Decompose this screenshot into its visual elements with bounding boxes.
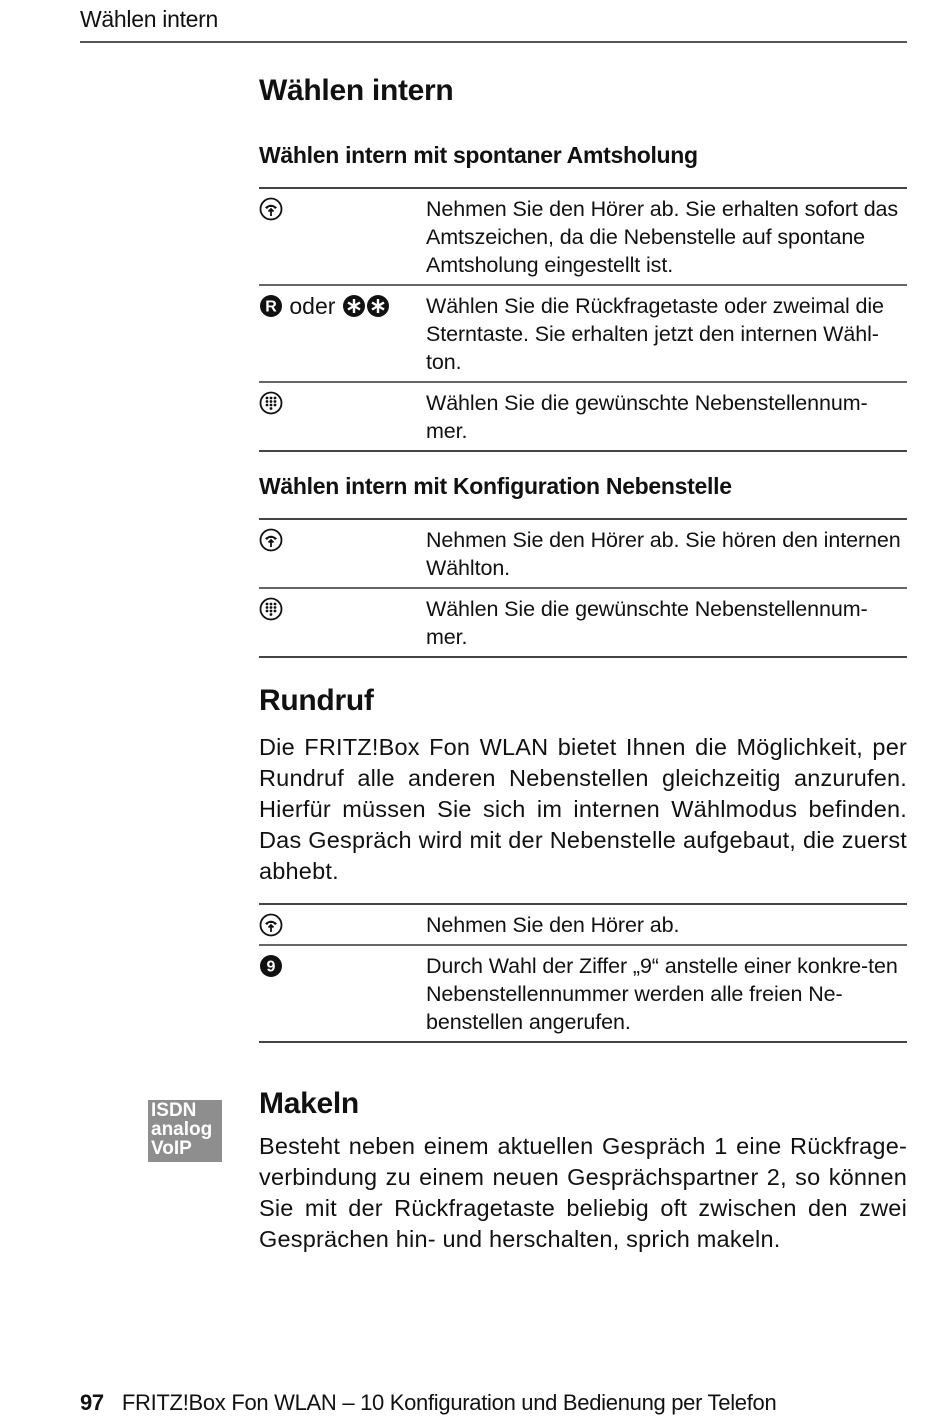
- handset-lift-icon: [259, 913, 283, 937]
- step-row: [259, 519, 907, 588]
- subsection-title: Wählen intern mit Konfiguration Nebenstelle: [259, 473, 732, 499]
- star-key-icon: [342, 294, 366, 318]
- step-row: [259, 588, 907, 657]
- r-key-icon: [259, 294, 283, 318]
- star-key-icon: [366, 294, 390, 318]
- body-paragraph: Die FRITZ!Box Fon WLAN bietet Ihnen die Möglichkeit, per Rundruf alle anderen Nebenstellen gleichzeitig anzurufen. Hierfür müssen Sie sich im internen Wählmodus befinden. Das Gespräch wird mit der Nebenstelle aufgebaut, die zuerst abhebt.: [259, 734, 907, 884]
- badge-line: ISDN: [151, 1100, 197, 1121]
- connection-type-badge: [148, 1100, 222, 1162]
- svg-text:9: 9: [266, 958, 276, 976]
- step-text: Durch Wahl der Ziffer „9“ anstelle einer konkre-ten Nebenstellennummer werden alle freien Ne-benstellen angerufen.: [426, 954, 898, 1034]
- step-row: [259, 285, 907, 382]
- step-symbol: [259, 588, 426, 657]
- subsection-konfiguration-nebenstelle: [259, 473, 907, 658]
- page-footer: [80, 1390, 776, 1416]
- steps-table: [259, 903, 907, 1043]
- footer-text: FRITZ!Box Fon WLAN – 10 Konfiguration und Bedienung per Telefon: [121, 1390, 777, 1415]
- subsection-title: Wählen intern mit spontaner Amtsholung: [259, 142, 698, 168]
- badge-line: analog: [151, 1119, 213, 1140]
- keypad-icon: [259, 391, 283, 415]
- step-text: Nehmen Sie den Hörer ab.: [426, 913, 680, 937]
- step-symbol: [259, 188, 426, 285]
- section-title: Wählen intern: [259, 74, 454, 107]
- section-makeln: [259, 1087, 907, 1255]
- section-title: Rundruf: [259, 684, 374, 717]
- step-row: [259, 188, 907, 285]
- step-symbol: [259, 519, 426, 588]
- step-text: Wählen Sie die gewünschte Nebenstellennum-mer.: [426, 391, 868, 443]
- connector-text: oder: [289, 293, 336, 319]
- badge-line: VoIP: [151, 1138, 192, 1159]
- steps-table: [259, 518, 907, 658]
- step-text: Nehmen Sie den Hörer ab. Sie erhalten sofort das Amtszeichen, da die Nebenstelle auf spontane Amtsholung eingestellt ist.: [426, 197, 899, 277]
- steps-table: [259, 187, 907, 452]
- digit-9-key-icon: [259, 954, 283, 978]
- handset-lift-icon: [259, 528, 283, 552]
- step-symbol: [259, 382, 426, 451]
- step-row: [259, 382, 907, 451]
- step-text: Wählen Sie die Rückfragetaste oder zweimal die Sterntaste. Sie erhalten jetzt den internen Wähl-ton.: [426, 294, 884, 374]
- step-row: [259, 945, 907, 1042]
- handset-lift-icon: [259, 197, 283, 221]
- step-row: [259, 904, 907, 945]
- step-text: Nehmen Sie den Hörer ab. Sie hören den internen Wählton.: [426, 528, 901, 580]
- step-symbol: [259, 945, 426, 1042]
- header-rule: [80, 41, 907, 43]
- subsection-spontane-amtsholung: [259, 142, 907, 452]
- page-number: 97: [80, 1390, 104, 1415]
- section-title: Makeln: [259, 1087, 359, 1120]
- step-symbol: [259, 904, 426, 945]
- step-text: Wählen Sie die gewünschte Nebenstellennum-mer.: [426, 597, 868, 649]
- section-waehlen-intern: [259, 74, 907, 108]
- body-paragraph: Besteht neben einem aktuellen Gespräch 1 eine Rückfrage-verbindung zu einem neuen Gesprächspartner 2, so können Sie mit der Rückfragetaste beliebig oft zwischen den zwei Gesprächen hin- und herschalten, sprich makeln.: [259, 1133, 907, 1252]
- svg-text:R: R: [265, 298, 277, 316]
- running-header: Wählen intern: [80, 6, 219, 32]
- keypad-icon: [259, 597, 283, 621]
- section-rundruf: [259, 684, 907, 1043]
- step-symbol: [259, 285, 426, 382]
